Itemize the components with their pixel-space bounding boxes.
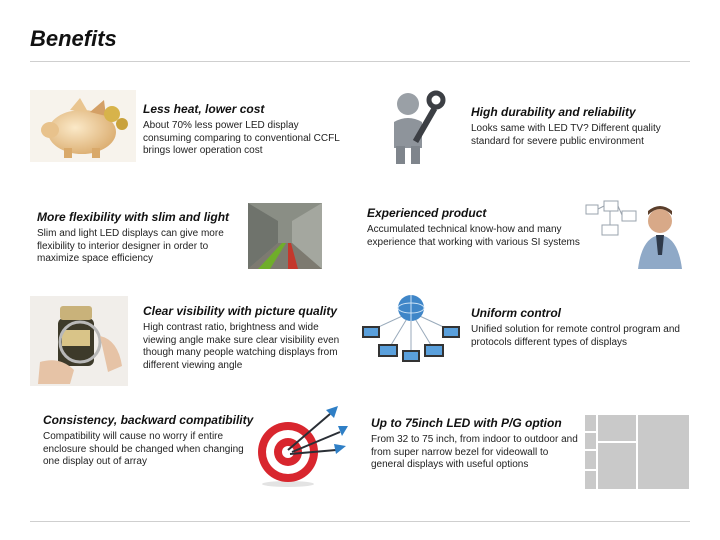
benefit-description: From 32 to 75 inch, from indoor to outdoor and from super narrow bezel for videowall to general displays with useful options	[371, 434, 578, 470]
benefit-description: High contrast ratio, brightness and wide viewing angle make sure clear visibility even though many people watching displays from different viewing angle	[143, 322, 340, 371]
benefit-heading: Clear visibility with picture quality	[143, 304, 338, 318]
wrench-figure-icon	[378, 82, 452, 168]
benefit-heading: Experienced product	[367, 206, 487, 220]
benefit-uniform-control	[471, 306, 686, 349]
benefit-description: Slim and light LED displays can give more flexibility to interior designer in order to maximize space efficiency	[37, 228, 224, 264]
network-globe-icon	[358, 290, 464, 366]
benefit-heading: Uniform control	[471, 306, 561, 320]
benefit-heading: High durability and reliability	[471, 105, 636, 119]
benefit-consistency	[43, 413, 258, 469]
piggy-bank-icon	[30, 90, 136, 162]
magnifier-jar-icon	[30, 296, 128, 386]
benefit-75inch	[371, 416, 583, 472]
bottom-divider	[30, 521, 690, 522]
dartboard-icon	[254, 402, 350, 488]
top-divider	[30, 61, 690, 62]
benefit-heading: Less heat, lower cost	[143, 102, 265, 116]
benefit-heading: Consistency, backward compatibility	[43, 413, 254, 427]
engineer-icon	[582, 195, 690, 269]
benefit-heading: Up to 75inch LED with P/G option	[371, 416, 562, 430]
videowall-icon	[583, 413, 691, 491]
benefit-description: Unified solution for remote control program and protocols different types of displays	[471, 324, 680, 348]
benefit-durability	[471, 105, 691, 148]
benefit-description: Looks same with LED TV? Different quality standard for severe public environment	[471, 123, 661, 147]
benefit-description: About 70% less power LED display consuming comparing to conventional CCFL brings lower operation cost	[143, 120, 340, 156]
benefit-less-heat	[143, 102, 343, 158]
benefit-flexibility	[37, 210, 247, 266]
benefit-experienced	[367, 206, 582, 249]
benefit-description: Compatibility will cause no worry if entire enclosure should be changed when changing one display out of array	[43, 431, 244, 467]
benefit-visibility	[143, 304, 348, 372]
page-title: Benefits	[30, 26, 117, 51]
corridor-icon	[248, 203, 322, 269]
benefit-heading: More flexibility with slim and light	[37, 210, 230, 224]
benefit-description: Accumulated technical know-how and many experience that working with various SI systems	[367, 224, 580, 248]
